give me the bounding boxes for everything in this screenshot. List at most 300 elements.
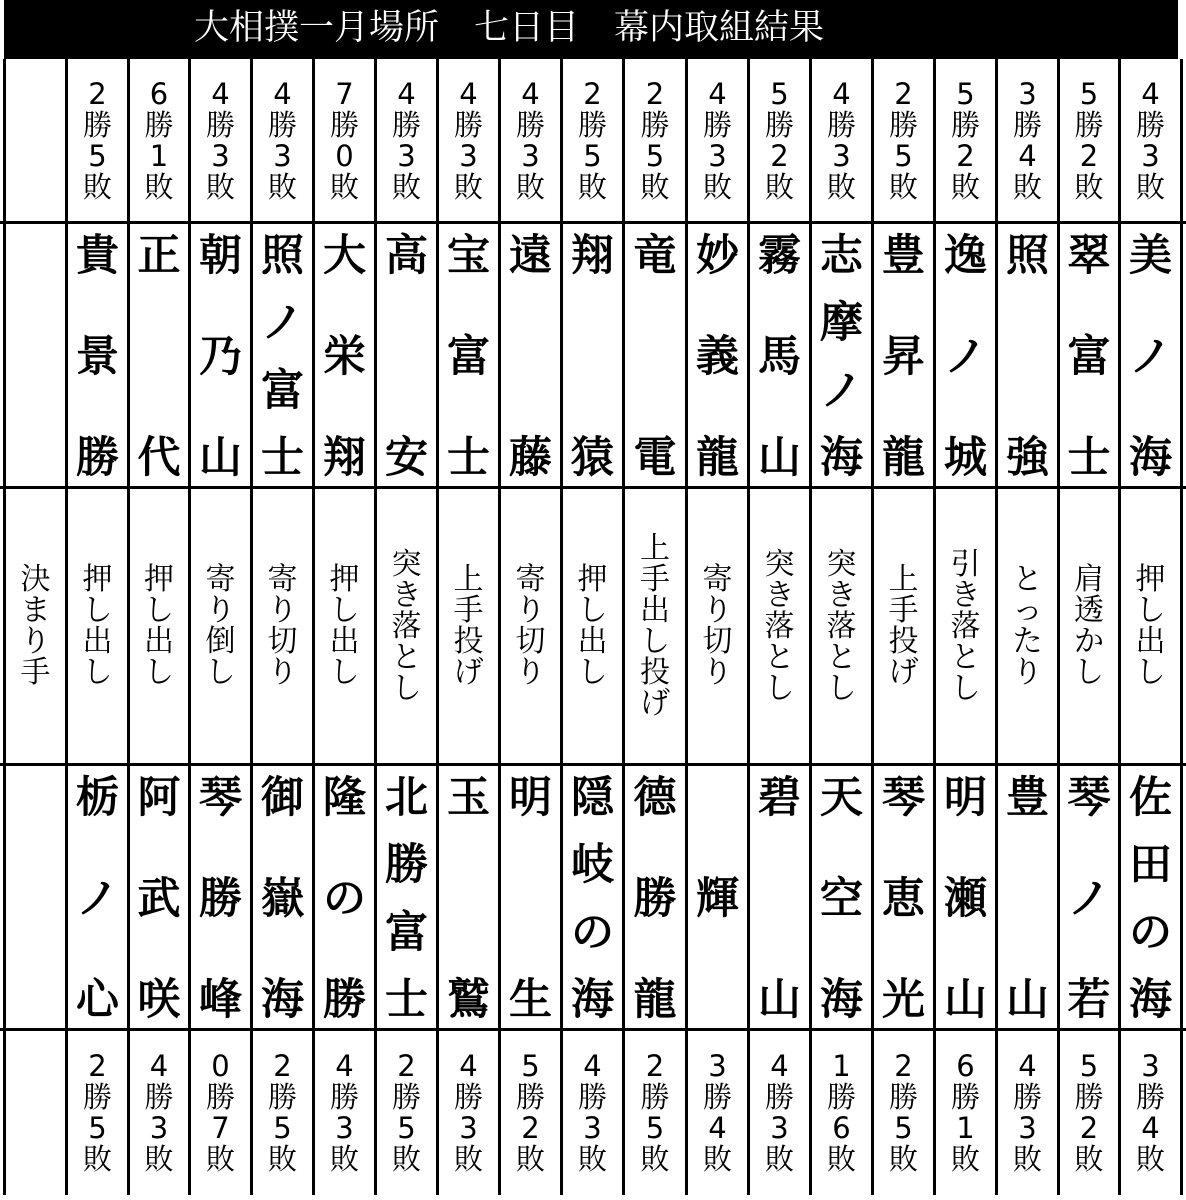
east-record-win: 勝	[1012, 108, 1042, 142]
east-record-loss: 敗	[950, 170, 980, 204]
west-record	[936, 1031, 995, 1194]
west-rikishi-name-char: 瀬	[944, 874, 987, 924]
west-rikishi-name-char: 岐	[571, 840, 614, 891]
east-record-loss: 敗	[453, 170, 483, 204]
west-record-wins: 5	[1079, 1048, 1099, 1083]
east-rikishi-name	[68, 224, 127, 486]
east-record-win: 勝	[950, 108, 980, 142]
kimarite	[750, 489, 809, 763]
east-record-losses: 3	[211, 139, 230, 173]
west-record-loss: 敗	[640, 1141, 670, 1176]
kimarite-label	[6, 489, 65, 763]
west-record-loss: 敗	[515, 1141, 545, 1176]
kimarite-char: と	[950, 639, 981, 675]
east-record-losses: 3	[459, 139, 478, 173]
west-record-win: 勝	[144, 1079, 174, 1114]
east-rikishi-name-char: 勝	[76, 433, 119, 483]
west-record	[130, 1031, 188, 1194]
west-rikishi-name-char: 生	[509, 975, 552, 1025]
east-rikishi-name-char: 藤	[509, 433, 552, 483]
east-rikishi-name-char: 山	[199, 433, 242, 483]
east-record-losses: 3	[397, 139, 416, 173]
east-rikishi-name	[998, 224, 1057, 486]
east-rikishi-name	[191, 224, 250, 486]
kimarite	[68, 489, 127, 763]
west-record-losses: 4	[708, 1110, 727, 1145]
west-rikishi-name-char: 海	[571, 974, 614, 1025]
west-record	[812, 1031, 871, 1194]
kimarite-char: と	[1012, 562, 1043, 597]
east-record-win: 勝	[515, 108, 545, 142]
results-table	[0, 59, 1186, 1200]
kimarite	[1060, 489, 1118, 763]
kimarite-char: 寄	[205, 562, 236, 597]
kimarite-char: げ	[453, 655, 484, 690]
kimarite	[315, 489, 374, 763]
west-rikishi-name-char: 海	[820, 975, 863, 1025]
west-rikishi-name-char: 栃	[76, 773, 119, 823]
east-record-losses: 4	[1018, 139, 1037, 173]
kimarite	[874, 489, 933, 763]
west-rikishi-name	[377, 766, 436, 1028]
kimarite-char: き	[764, 577, 795, 613]
east-record-wins: 4	[708, 77, 727, 111]
kimarite-char: げ	[640, 686, 670, 721]
kimarite-char: 投	[888, 624, 919, 659]
kimarite-char: 肩	[1074, 562, 1104, 597]
kimarite-char: り	[267, 593, 298, 628]
east-record-win: 勝	[764, 108, 794, 142]
kimarite-char: 出	[144, 624, 174, 659]
west-rikishi-name-char: 阿	[137, 773, 181, 823]
west-rikishi-name	[439, 766, 498, 1028]
kimarite-char: し	[391, 670, 422, 706]
title-bar	[4, 0, 1178, 59]
east-rikishi-name	[812, 224, 871, 486]
west-rikishi-name	[191, 766, 250, 1028]
west-rikishi-name-char: 佐	[1129, 773, 1172, 823]
east-record-loss: 敗	[82, 170, 112, 204]
east-rikishi-name-char: 朝	[199, 231, 242, 281]
kimarite	[936, 489, 995, 763]
west-rikishi-name-char: 輝	[696, 874, 739, 924]
west-record-win: 勝	[453, 1079, 483, 1114]
west-rikishi-name	[750, 766, 809, 1028]
kimarite-char: き	[826, 577, 857, 613]
east-rikishi-name-char: 猿	[571, 433, 614, 483]
west-record	[625, 1031, 685, 1194]
east-record	[625, 61, 685, 221]
east-record-losses: 1	[149, 139, 169, 173]
kimarite-char: し	[577, 655, 608, 690]
west-record-wins: 0	[211, 1048, 230, 1083]
east-record	[688, 61, 747, 221]
west-rikishi-name-char: 峰	[199, 975, 242, 1025]
west-record-wins: 4	[459, 1048, 478, 1083]
west-record-loss: 敗	[82, 1141, 112, 1176]
east-rikishi-name-char: 富	[261, 365, 304, 416]
west-rikishi-name-char: 隆	[323, 773, 366, 823]
kimarite	[998, 489, 1057, 763]
kimarite-char: 押	[144, 562, 174, 597]
east-record-loss: 敗	[329, 170, 359, 204]
west-record-losses: 5	[645, 1110, 665, 1145]
east-record-win: 勝	[82, 108, 112, 142]
east-rikishi-name-char: 強	[1006, 433, 1049, 483]
west-record-loss: 敗	[453, 1141, 483, 1176]
east-rikishi-name-char: 大	[323, 231, 366, 281]
kimarite-char: 押	[577, 562, 608, 597]
west-record-loss: 敗	[1012, 1141, 1042, 1176]
kimarite-char: し	[577, 593, 608, 628]
west-rikishi-name-char: 空	[820, 874, 863, 924]
west-record-win: 勝	[640, 1079, 670, 1114]
west-rikishi-name-char: 海	[261, 975, 304, 1025]
west-record-wins: 2	[894, 1048, 913, 1083]
east-record-wins: 4	[273, 77, 292, 111]
west-record-loss: 敗	[1074, 1141, 1104, 1176]
east-rikishi-name-char: 代	[137, 433, 181, 483]
east-rikishi-name-char: 高	[385, 231, 428, 281]
east-record-wins: 4	[832, 77, 851, 111]
kimarite-char: し	[144, 593, 174, 628]
kimarite-char: り	[1012, 655, 1043, 690]
kimarite	[1121, 489, 1180, 763]
east-rikishi-name	[130, 224, 188, 486]
east-record-wins: 4	[397, 77, 416, 111]
kimarite-char: 上	[453, 562, 484, 597]
west-rikishi-name-char: 琴	[199, 773, 242, 823]
east-record	[936, 61, 995, 221]
west-rikishi-name	[936, 766, 995, 1028]
west-record-loss: 敗	[205, 1141, 235, 1176]
west-rikishi-name-char: の	[571, 907, 614, 958]
kimarite-char: 出	[82, 624, 113, 659]
west-rikishi-name-char: 北	[385, 773, 428, 823]
east-rikishi-name-char: 竜	[633, 231, 677, 281]
east-rikishi-name-char: 山	[758, 433, 801, 483]
kimarite-char: 上	[640, 531, 670, 566]
east-rikishi-name-char: ノ	[820, 365, 863, 416]
east-rikishi-name-char: 栄	[323, 332, 366, 382]
east-record-win: 勝	[144, 108, 174, 142]
east-record-wins: 5	[770, 77, 789, 111]
west-record-losses: 2	[521, 1110, 540, 1145]
west-record-losses: 5	[88, 1110, 107, 1145]
east-record	[998, 61, 1057, 221]
east-rikishi-name-char: 士	[261, 432, 304, 483]
west-rikishi-name-char: 光	[882, 975, 925, 1025]
kimarite-char: 切	[267, 624, 298, 659]
west-record-win: 勝	[826, 1079, 856, 1114]
west-record	[688, 1031, 747, 1194]
west-record-losses: 4	[1141, 1110, 1160, 1145]
east-record-wins: 5	[956, 77, 975, 111]
west-rikishi-name-char: 海	[1129, 974, 1172, 1025]
east-record-wins: 6	[149, 77, 169, 111]
kimarite	[377, 489, 436, 763]
east-rikishi-name-char: 昇	[882, 332, 925, 382]
west-rikishi-name	[1060, 766, 1118, 1028]
east-rikishi-name	[1121, 224, 1180, 486]
kimarite-char: し	[950, 670, 981, 706]
west-rikishi-name	[68, 766, 127, 1028]
kimarite-char: 手	[453, 593, 484, 628]
west-rikishi-name-char: 明	[509, 773, 552, 823]
kimarite-char: き	[391, 577, 422, 613]
west-rikishi-name	[1121, 766, 1180, 1028]
west-record-losses: 3	[1018, 1110, 1037, 1145]
kimarite-label-char: 手	[20, 655, 51, 690]
west-record	[1121, 1031, 1180, 1194]
west-record-wins: 4	[770, 1048, 789, 1083]
west-rikishi-name-char: 富	[385, 907, 428, 958]
west-record-wins: 5	[521, 1048, 540, 1083]
kimarite-char: 透	[1074, 593, 1104, 628]
west-rikishi-name	[501, 766, 560, 1028]
kimarite-char: と	[391, 639, 422, 675]
east-rikishi-name-char: 富	[447, 332, 490, 382]
west-rikishi-name-char: 鷲	[447, 975, 490, 1025]
kimarite-char: 手	[640, 562, 670, 597]
kimarite-char: し	[826, 670, 857, 706]
west-rikishi-name-char: 山	[1006, 975, 1049, 1025]
east-record-win: 勝	[205, 108, 235, 142]
west-record	[439, 1031, 498, 1194]
kimarite-label-char: り	[20, 624, 51, 659]
east-record-wins: 2	[583, 77, 602, 111]
kimarite-label-char: 決	[20, 562, 51, 597]
east-record-loss: 敗	[764, 170, 794, 204]
kimarite-char: し	[1135, 593, 1166, 628]
east-record-losses: 5	[583, 139, 602, 173]
kimarite-char: し	[205, 655, 236, 690]
west-record-loss: 敗	[702, 1141, 732, 1176]
kimarite-label-char: ま	[20, 593, 51, 628]
kimarite	[439, 489, 498, 763]
kimarite-char: 投	[640, 655, 670, 690]
west-record-losses: 1	[956, 1110, 975, 1145]
west-record-wins: 6	[956, 1048, 975, 1083]
west-rikishi-name-char: 若	[1067, 975, 1111, 1025]
kimarite-char: 落	[764, 608, 795, 644]
kimarite-char: し	[329, 593, 360, 628]
west-record-wins: 2	[397, 1048, 416, 1083]
west-record	[1060, 1031, 1118, 1194]
west-record-wins: 4	[335, 1048, 354, 1083]
kimarite	[253, 489, 312, 763]
west-rikishi-name	[130, 766, 188, 1028]
west-record-win: 勝	[391, 1079, 421, 1114]
kimarite-char: 出	[577, 624, 608, 659]
east-record	[874, 61, 933, 221]
west-record-win: 勝	[1135, 1079, 1165, 1114]
kimarite-char: 寄	[702, 562, 733, 597]
west-record	[501, 1031, 560, 1194]
east-rikishi-name-char: ノ	[261, 298, 304, 349]
kimarite-char: り	[515, 593, 546, 628]
east-rikishi-name-char: 志	[820, 231, 863, 281]
east-rikishi-name-char: 城	[944, 433, 987, 483]
east-record-loss: 敗	[888, 170, 918, 204]
column-divider	[1180, 59, 1183, 1195]
kimarite-char: 出	[640, 593, 670, 628]
west-rikishi-name-char: 田	[1129, 840, 1172, 891]
east-record	[750, 61, 809, 221]
kimarite-char: 落	[391, 608, 422, 644]
east-record	[68, 61, 127, 221]
west-record-wins: 2	[273, 1048, 292, 1083]
west-record-wins: 3	[708, 1048, 727, 1083]
east-rikishi-name	[625, 224, 685, 486]
east-rikishi-name	[936, 224, 995, 486]
kimarite	[191, 489, 250, 763]
east-rikishi-name-char: 龍	[882, 433, 925, 483]
west-record-win: 勝	[950, 1079, 980, 1114]
east-record-win: 勝	[329, 108, 359, 142]
east-record-wins: 2	[894, 77, 913, 111]
west-rikishi-name-char: 勝	[199, 874, 242, 924]
kimarite-char: 出	[329, 624, 360, 659]
east-record-win: 勝	[577, 108, 607, 142]
east-record-losses: 5	[88, 139, 107, 173]
west-rikishi-name-char: 琴	[1067, 773, 1111, 823]
west-record-wins: 1	[832, 1048, 851, 1083]
west-record-loss: 敗	[888, 1141, 918, 1176]
east-rikishi-name	[439, 224, 498, 486]
east-record	[1121, 61, 1180, 221]
kimarite-char: し	[82, 593, 113, 628]
west-rikishi-name-char: 天	[820, 773, 863, 823]
east-record-win: 勝	[391, 108, 421, 142]
west-record-win: 勝	[888, 1079, 918, 1114]
west-rikishi-name-char: 士	[385, 974, 428, 1025]
kimarite-char: 切	[515, 624, 546, 659]
kimarite-char: し	[329, 655, 360, 690]
kimarite-char: か	[1074, 624, 1104, 659]
west-record-win: 勝	[205, 1079, 235, 1114]
west-rikishi-name-char: 咲	[137, 975, 181, 1025]
east-rikishi-name-char: 士	[447, 433, 490, 483]
east-rikishi-name-char: 景	[76, 332, 119, 382]
west-record-losses: 5	[397, 1110, 416, 1145]
west-rikishi-name-char: 嶽	[261, 874, 304, 924]
east-record	[1060, 61, 1118, 221]
east-rikishi-name	[1060, 224, 1118, 486]
kimarite	[130, 489, 188, 763]
west-rikishi-name-char: 恵	[882, 874, 925, 924]
east-record-losses: 2	[956, 139, 975, 173]
west-record	[998, 1031, 1057, 1194]
west-rikishi-name-char: 山	[944, 975, 987, 1025]
east-rikishi-name-char: 美	[1129, 231, 1172, 281]
west-record	[750, 1031, 809, 1194]
east-record-losses: 3	[273, 139, 292, 173]
kimarite-char: と	[826, 639, 857, 675]
east-record	[253, 61, 312, 221]
kimarite-char: 突	[391, 546, 422, 582]
east-record-win: 勝	[453, 108, 483, 142]
east-record-wins: 7	[335, 77, 354, 111]
kimarite-char: 寄	[267, 562, 298, 597]
east-rikishi-name-char: 馬	[758, 332, 801, 382]
west-rikishi-name	[688, 766, 747, 1028]
kimarite-char: 突	[764, 546, 795, 582]
west-record-win: 勝	[702, 1079, 732, 1114]
east-record-loss: 敗	[144, 170, 174, 204]
east-record-win: 勝	[826, 108, 856, 142]
kimarite	[625, 489, 685, 763]
west-rikishi-name-char: 勝	[633, 874, 677, 924]
kimarite-char: た	[1012, 624, 1043, 659]
west-record-losses: 5	[273, 1110, 292, 1145]
kimarite	[563, 489, 622, 763]
west-record-loss: 敗	[1135, 1141, 1165, 1176]
west-rikishi-name	[563, 766, 622, 1028]
west-record-win: 勝	[1012, 1079, 1042, 1114]
west-record-loss: 敗	[950, 1141, 980, 1176]
kimarite-char: し	[1135, 655, 1166, 690]
west-rikishi-name-char: 豊	[1006, 773, 1049, 823]
east-rikishi-name-char: 豊	[882, 231, 925, 281]
east-rikishi-name-char: 貴	[76, 231, 119, 281]
kimarite-char: 倒	[205, 624, 236, 659]
west-record-loss: 敗	[577, 1141, 607, 1176]
east-record-losses: 3	[708, 139, 727, 173]
east-record-loss: 敗	[702, 170, 732, 204]
east-rikishi-name-char: 逸	[944, 231, 987, 281]
west-record-win: 勝	[1074, 1079, 1104, 1114]
east-rikishi-name-char: 海	[820, 432, 863, 483]
east-rikishi-name-char: 安	[385, 433, 428, 483]
east-record-wins: 2	[645, 77, 665, 111]
kimarite-char: 押	[1135, 562, 1166, 597]
east-rikishi-name-char: 士	[1067, 433, 1111, 483]
east-record-losses: 3	[832, 139, 851, 173]
west-rikishi-name-char: 武	[137, 874, 181, 924]
east-record	[563, 61, 622, 221]
west-record-wins: 3	[1141, 1048, 1160, 1083]
west-record-losses: 5	[894, 1110, 913, 1145]
east-rikishi-name	[874, 224, 933, 486]
west-rikishi-name-char: 隠	[571, 773, 614, 823]
page-title: 大相撲一月場所 七日目 幕内取組結果	[194, 8, 825, 48]
kimarite-char: 投	[453, 624, 484, 659]
east-record-win: 勝	[1135, 108, 1165, 142]
east-rikishi-name-char: 海	[1129, 433, 1172, 483]
east-record-losses: 5	[645, 139, 665, 173]
east-rikishi-name-char: 龍	[696, 433, 739, 483]
east-rikishi-name	[563, 224, 622, 486]
kimarite-char: り	[515, 655, 546, 690]
west-rikishi-name-char: 心	[76, 975, 119, 1025]
west-rikishi-name-char: ノ	[76, 874, 119, 924]
west-rikishi-name-char: 碧	[758, 773, 801, 823]
kimarite-char: 落	[950, 608, 981, 644]
west-rikishi-name-char: の	[323, 874, 366, 924]
east-rikishi-name	[688, 224, 747, 486]
west-record	[253, 1031, 312, 1194]
kimarite-char: り	[205, 593, 236, 628]
kimarite-char: 突	[826, 546, 857, 582]
kimarite-char: っ	[1012, 593, 1043, 628]
west-record	[68, 1031, 127, 1194]
east-record-loss: 敗	[577, 170, 607, 204]
kimarite-char: し	[1074, 655, 1104, 690]
east-rikishi-name	[377, 224, 436, 486]
east-record-losses: 0	[335, 139, 354, 173]
kimarite-char: 出	[1135, 624, 1166, 659]
